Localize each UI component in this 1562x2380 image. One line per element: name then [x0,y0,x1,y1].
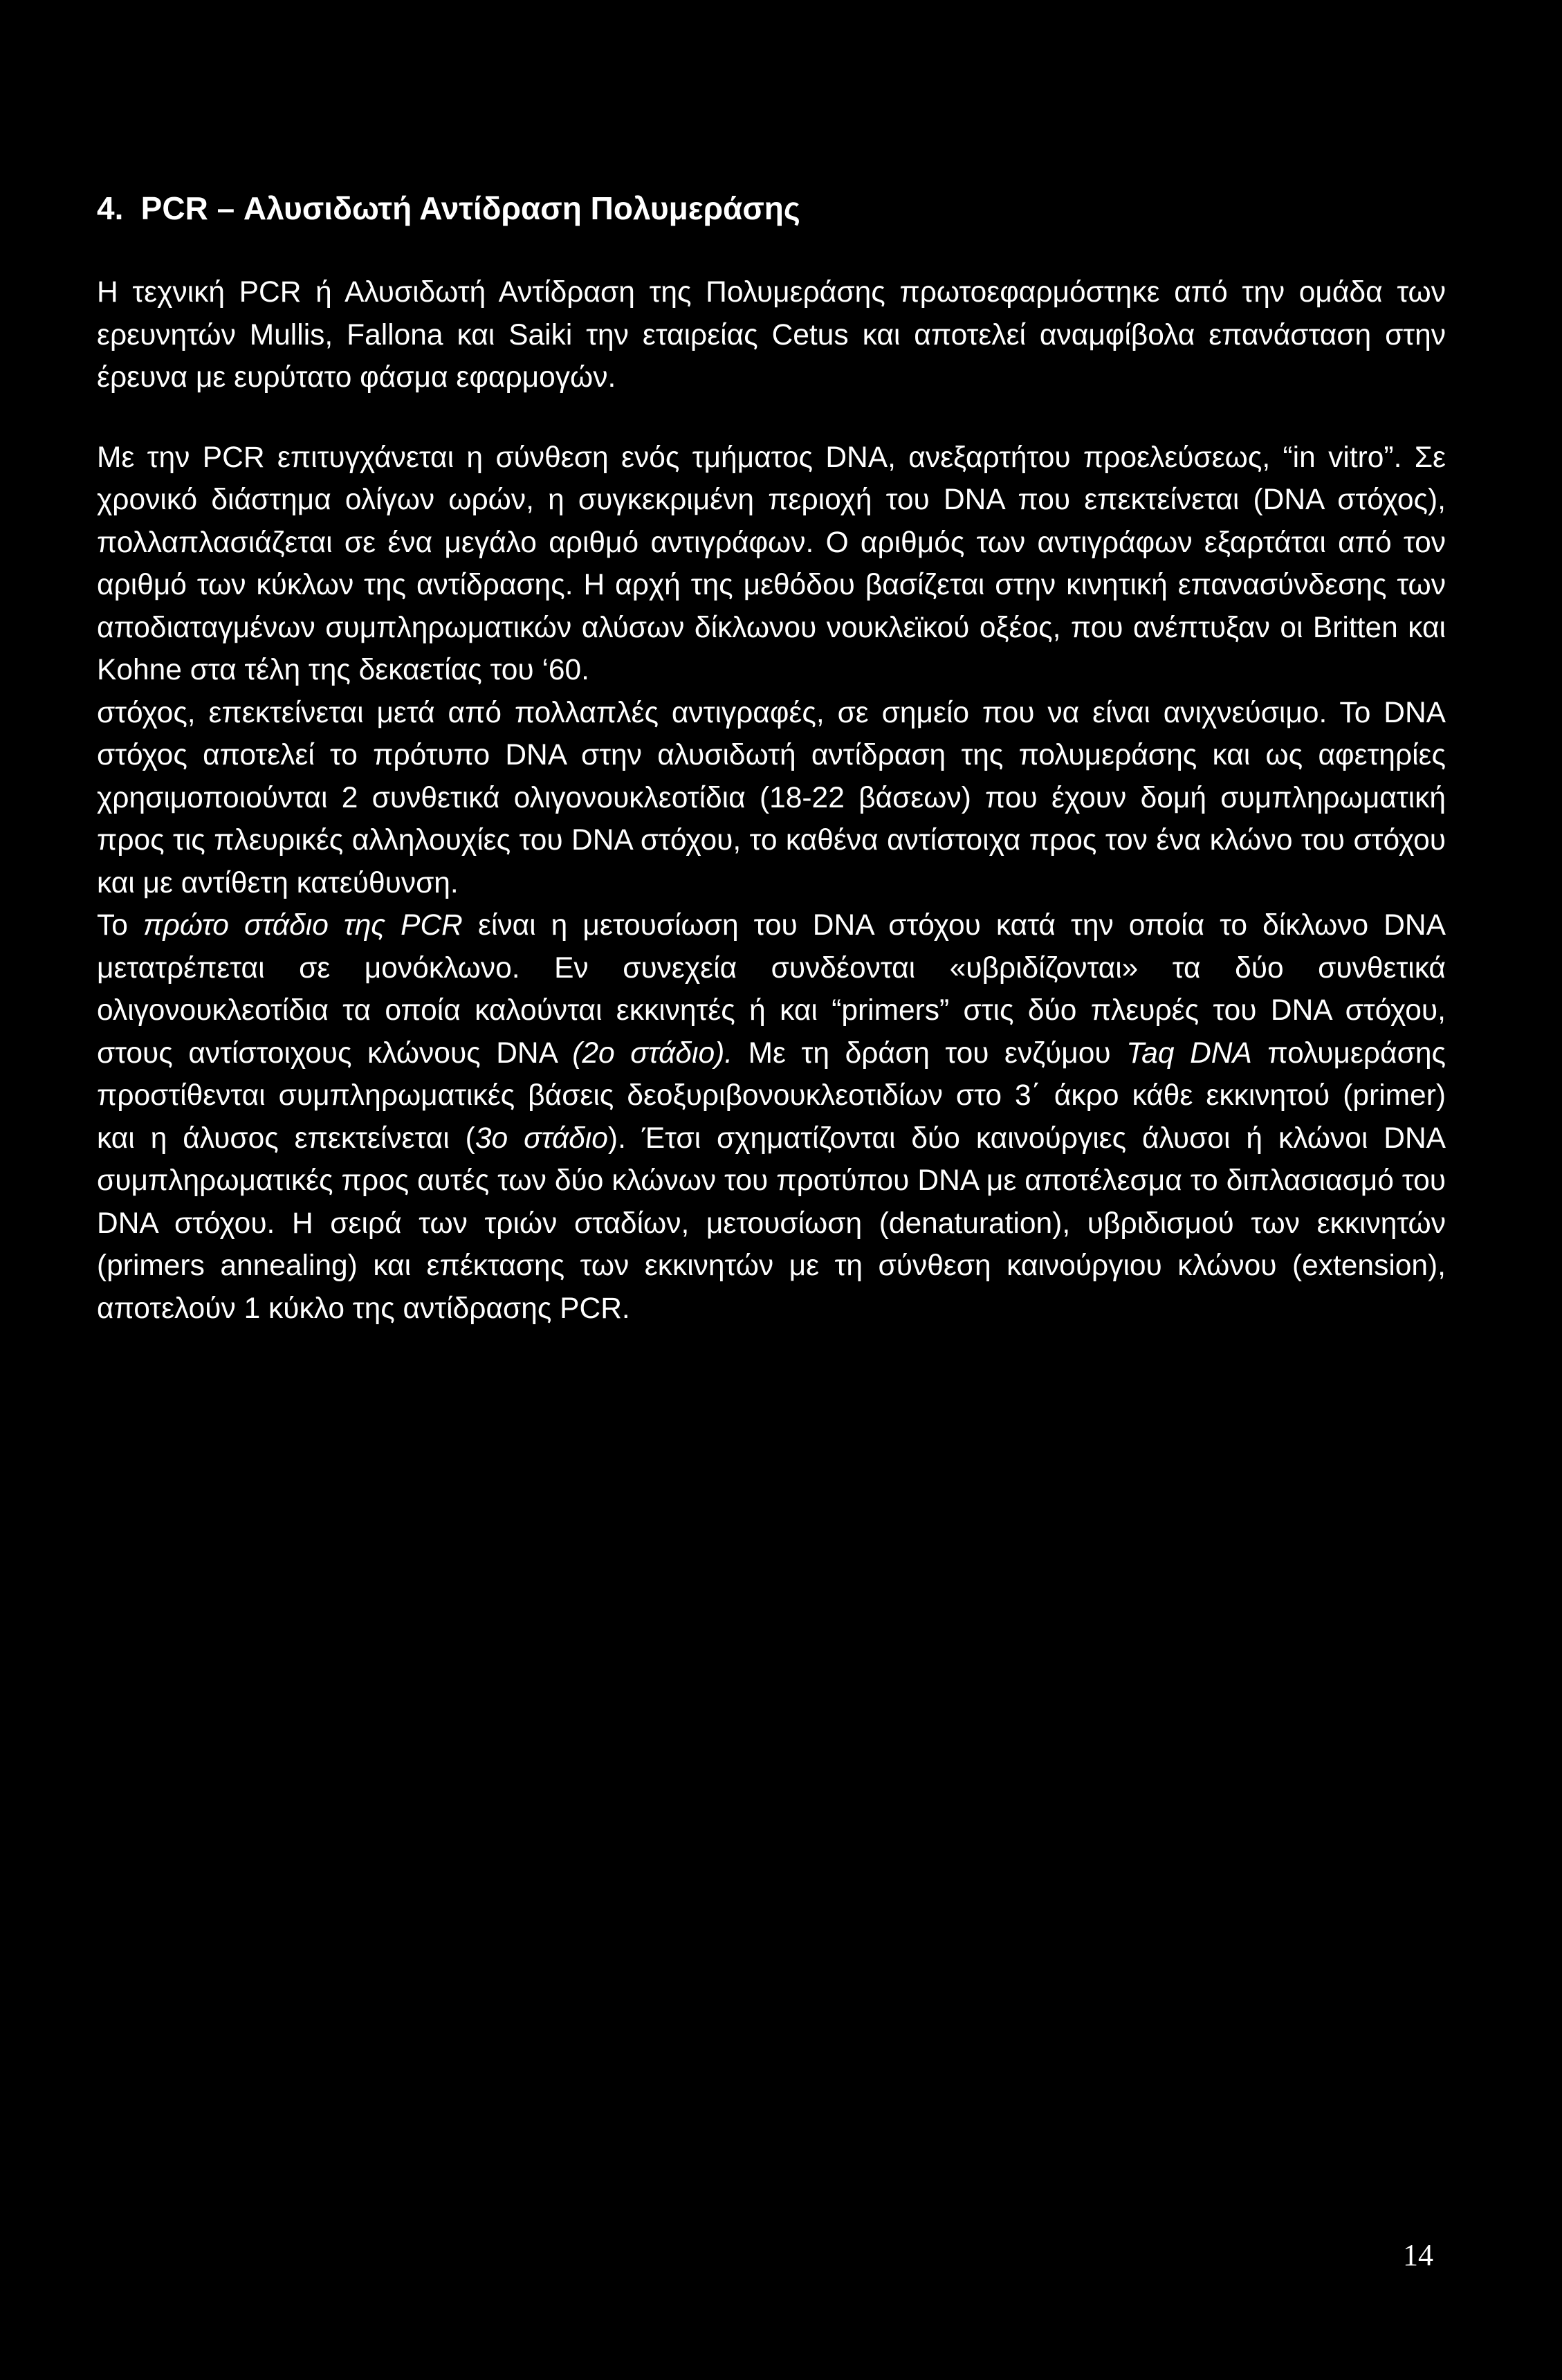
section-title: PCR – Αλυσιδωτή Αντίδραση Πολυμεράσης [140,190,800,226]
paragraph-stages [97,904,1446,1330]
stages-emphasis-second-stage: (2ο στάδιο). [572,1036,733,1070]
section-number: 4. [97,190,124,226]
stages-text: Το [97,909,143,942]
stages-emphasis-third-stage: 3ο στάδιο [475,1122,608,1155]
stages-text: είναι η μετουσίωση του DNA στόχου κατά την οποία το δίκλωνο DNA μετατρέπεται σε μονόκλωνο. Εν συνεχεία συνδέονται «υβριδίζονται» τα δύο συνθετικά ολιγονουκλεοτίδια τα οποία καλούνται εκκινητές ή και “primers” στις δύο πλευρές του DNA στόχου, στους αντίστοιχους κλώνους DNA [97,909,1446,1070]
paragraph-target: στόχος, επεκτείνεται μετά από πολλαπλές αντιγραφές, σε σημείο που να είναι ανιχνεύσιμο. Το DNA στόχος αποτελεί το πρότυπο DNA στην αλυσιδωτή αντίδραση της πολυμεράσης και ως αφετηρίες χρησιμοποιούνται 2 συνθετικά ολιγονουκλεοτίδια (18-22 βάσεων) που έχουν δομή συμπληρωματική προς τις πλευρικές αλληλουχίες του DNA στόχου, το καθένα αντίστοιχα προς τον ένα κλώνο του στόχου και με αντίθετη κατεύθυνση. [97,696,1446,899]
stages-text: πολυμεράσης προστίθενται συμπληρωματικές βάσεις δεοξυριβονουκλεοτιδίων στο 3΄ άκρο κάθε εκκινητού (primer) και η άλυσος επεκτείνεται ( [97,1036,1446,1155]
stages-text: ). Έτσι σχηματίζονται δύο καινούργιες άλυσοι ή κλώνοι DNA συμπληρωματικές προς αυτές των δύο κλώνων του προτύπου DNA με αποτέλεσμα το διπλασιασμό του DNA στόχου. Η σειρά των τριών σταδίων, μετουσίωση (denaturation), υβριδισμού των εκκινητών (primers annealing) και επέκτασης των εκκινητών με τη σύνθεση καινούργιου κλώνου (extension), αποτελούν 1 κύκλο της αντίδρασης PCR. [97,1122,1446,1325]
document-body [97,271,1446,1330]
paragraph-method: Με την PCR επιτυγχάνεται η σύνθεση ενός τμήματος DNA, ανεξαρτήτου προελεύσεως, “in vitro”. Σε χρονικό διάστημα ολίγων ωρών, η συγκεκριμένη περιοχή του DNA που επεκτείνεται (DNA στόχος), πολλαπλασιάζεται σε ένα μεγάλο αριθμό αντιγράφων. Ο αριθμός των αντιγράφων εξαρτάται από τον αριθμό των κύκλων της αντίδρασης. Η αρχή της μεθόδου βασίζεται στην κινητική επανασύνδεσης των αποδιαταγμένων συμπληρωματικών αλύσων δίκλωνου νουκλεϊκού οξέος, που ανέπτυξαν οι Britten και Kohne στα τέλη της δεκαετίας του ‘60. [97,441,1446,686]
paragraph-intro: Η τεχνική PCR ή Αλυσιδωτή Αντίδραση της Πολυμεράσης πρωτοεφαρμόστηκε από την ομάδα των ερευνητών Mullis, Fallona και Saiki την εταιρείας Cetus και αποτελεί αναμφίβολα επανάσταση στην έρευνα με ευρύτατο φάσμα εφαρμογών. [97,276,1446,394]
section-heading [97,190,800,228]
stages-emphasis-first-stage: πρώτο στάδιο της PCR [143,909,463,942]
page-number: 14 [1403,2238,1433,2272]
stages-text: Με τη δράση του ενζύμου [733,1036,1127,1070]
stages-emphasis-enzyme: Taq DNA [1126,1036,1252,1070]
